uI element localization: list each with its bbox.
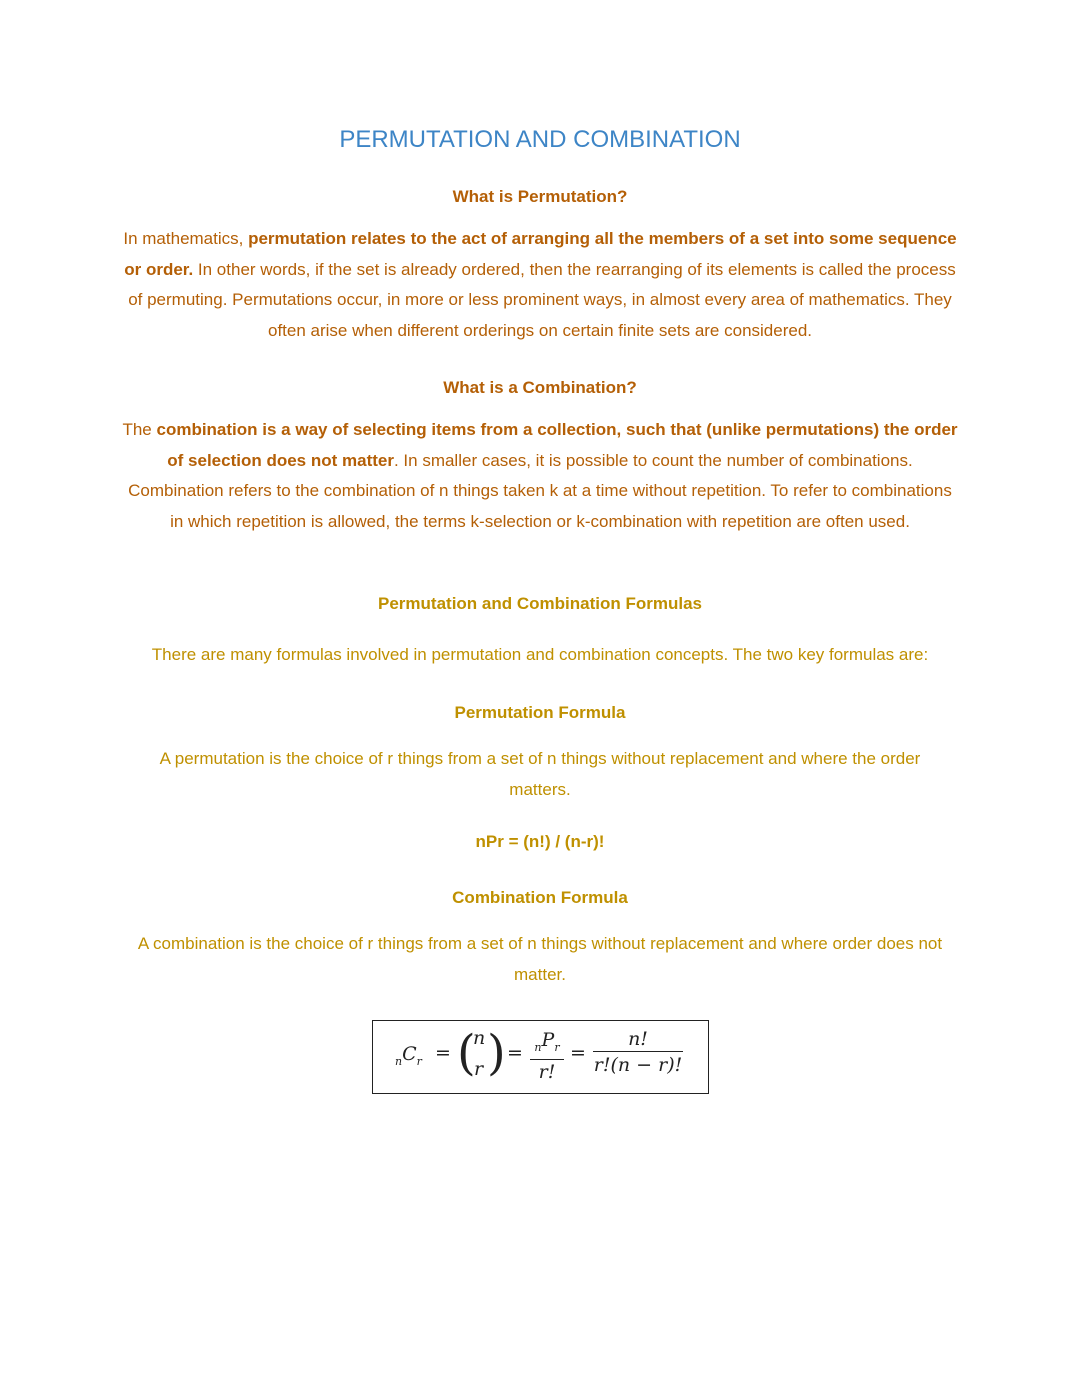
- subscript: r: [554, 1040, 560, 1054]
- lhs: [395, 1043, 422, 1068]
- permutation-heading: What is Permutation?: [452, 187, 628, 206]
- denominator: r!(n − r)!: [593, 1051, 683, 1078]
- text: . In smaller cases, it is possible to count the number of combinations. Combination refers to the combination of n things taken k at a time without repetition. To refer to combinations in which repetition is allowed, the terms k-selection or k-combination with repetition are often used.: [128, 450, 952, 531]
- subscript: r: [416, 1054, 422, 1068]
- right-paren: ): [487, 1025, 506, 1081]
- symbol: P: [541, 1029, 555, 1051]
- binom-bottom: r: [474, 1058, 484, 1080]
- equals: =: [507, 1042, 523, 1064]
- page-title: PERMUTATION AND COMBINATION: [339, 126, 741, 153]
- combination-formula-heading: Combination Formula: [452, 888, 628, 907]
- subscript: n: [395, 1054, 403, 1068]
- combination-formula-paragraph: A combination is the choice of r things from a set of n things without replacement and where order does not matter.: [137, 934, 943, 984]
- fraction-1: [530, 1029, 564, 1084]
- numerator: n!: [628, 1028, 648, 1050]
- text: In other words, if the set is already ordered, then the rearranging of its elements is called the process of permuting. Permutations occur, in more or less prominent ways, in almost every area of mathematics. They often arise when different orderings on certain finite sets are considered.: [128, 259, 956, 340]
- binom-top: n: [473, 1027, 486, 1049]
- subscript: n: [534, 1040, 542, 1054]
- formulas-heading: Permutation and Combination Formulas: [378, 594, 702, 613]
- fraction-2: [593, 1027, 683, 1078]
- equals: =: [435, 1042, 451, 1064]
- bold-text: combination is a way of selecting items from a collection, such that (unlike permutations) the order of selection does not matter: [156, 420, 958, 470]
- denominator: r!: [530, 1059, 564, 1084]
- permutation-formula-heading: Permutation Formula: [454, 703, 626, 722]
- formulas-paragraph: There are many formulas involved in permutation and combination concepts. The two key formulas are:: [151, 645, 929, 664]
- text: The: [122, 420, 157, 439]
- combination-heading: What is a Combination?: [443, 378, 637, 397]
- permutation-formula-paragraph: A permutation is the choice of r things from a set of n things without replacement and where the order matters.: [159, 749, 921, 799]
- permutation-formula: nPr = (n!) / (n-r)!: [475, 832, 605, 851]
- combination-formula-image: [372, 1020, 709, 1094]
- combination-paragraph: [120, 415, 960, 537]
- text: In mathematics,: [123, 229, 249, 248]
- symbol: C: [402, 1043, 417, 1065]
- permutation-paragraph: [120, 224, 960, 346]
- bold-text: permutation relates to the act of arranging all the members of a set into some sequence or order.: [124, 229, 957, 279]
- equals: =: [570, 1042, 586, 1064]
- left-paren: (: [457, 1025, 476, 1081]
